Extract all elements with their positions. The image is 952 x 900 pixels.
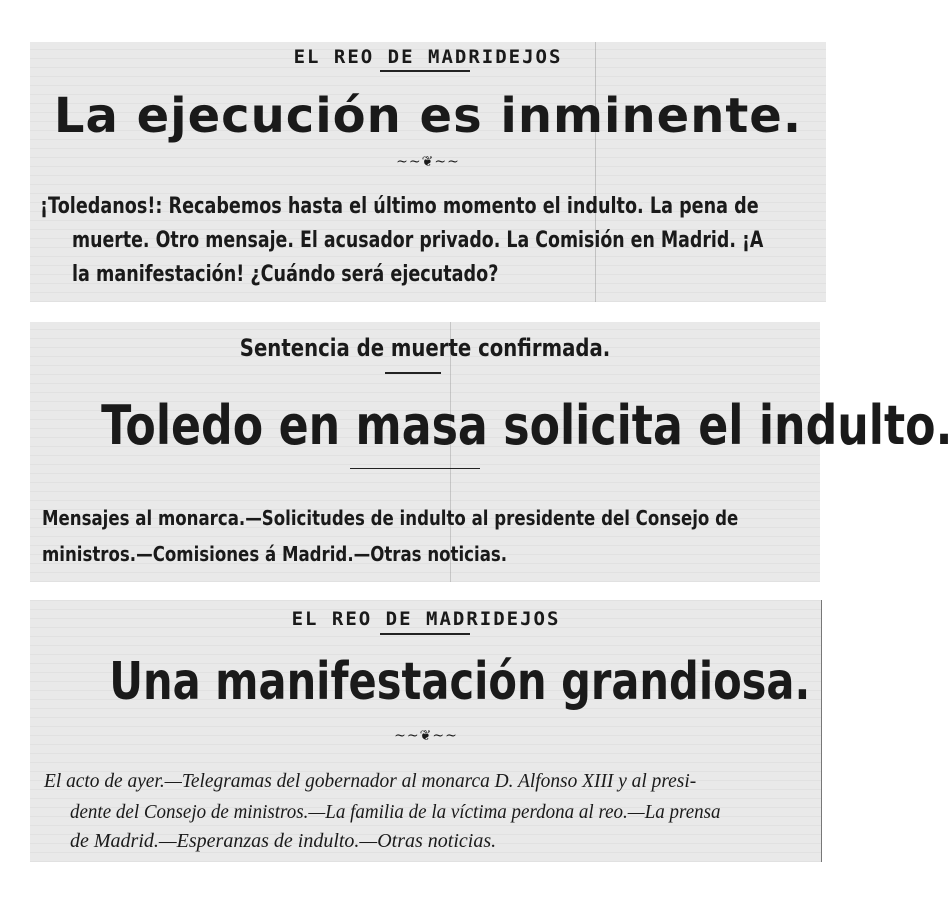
summary-line: ministros.—Comisiones á Madrid.—Otras noticias.: [42, 542, 508, 566]
summary-line: El acto de ayer.—Telegramas del gobernador al monarca D. Alfonso XIII y al presi-: [44, 770, 697, 792]
kicker: EL REO DE MADRIDEJOS: [293, 46, 563, 68]
clipping-toledo-en-masa: [30, 322, 952, 582]
summary-line: ¡Toledanos!: Recabemos hasta el último momento el indulto. La pena de: [40, 194, 759, 219]
divider: [350, 468, 480, 469]
summary-line: dente del Consejo de ministros.—La familia de la víctima perdona al reo.—La prensa: [70, 801, 721, 823]
column-rule: [595, 42, 596, 302]
divider: [385, 372, 441, 374]
clipping-manifestacion-grandiosa: [30, 600, 822, 862]
headline: Una manifestación grandiosa.: [109, 652, 811, 712]
kicker: Sentencia de muerte confirmada.: [239, 334, 611, 362]
summary-line: de Madrid.—Esperanzas de indulto.—Otras noticias.: [70, 830, 497, 852]
headline: La ejecución es inminente.: [53, 88, 803, 144]
summary-line: muerte. Otro mensaje. El acusador privado. La Comisión en Madrid. ¡A: [72, 228, 764, 253]
divider: [380, 70, 470, 72]
kicker: EL REO DE MADRIDEJOS: [291, 608, 561, 630]
summary-line: Mensajes al monarca.—Solicitudes de indulto al presidente del Consejo de: [42, 506, 739, 530]
headline: Toledo en masa solicita el indulto.: [101, 394, 952, 457]
ornament-divider: ~~❦~~: [396, 154, 460, 170]
clipping-ejecucion-inminente: [30, 42, 826, 302]
divider: [380, 633, 470, 635]
summary-line: la manifestación! ¿Cuándo será ejecutado?: [72, 262, 499, 287]
ornament-divider: ~~❦~~: [394, 728, 458, 744]
